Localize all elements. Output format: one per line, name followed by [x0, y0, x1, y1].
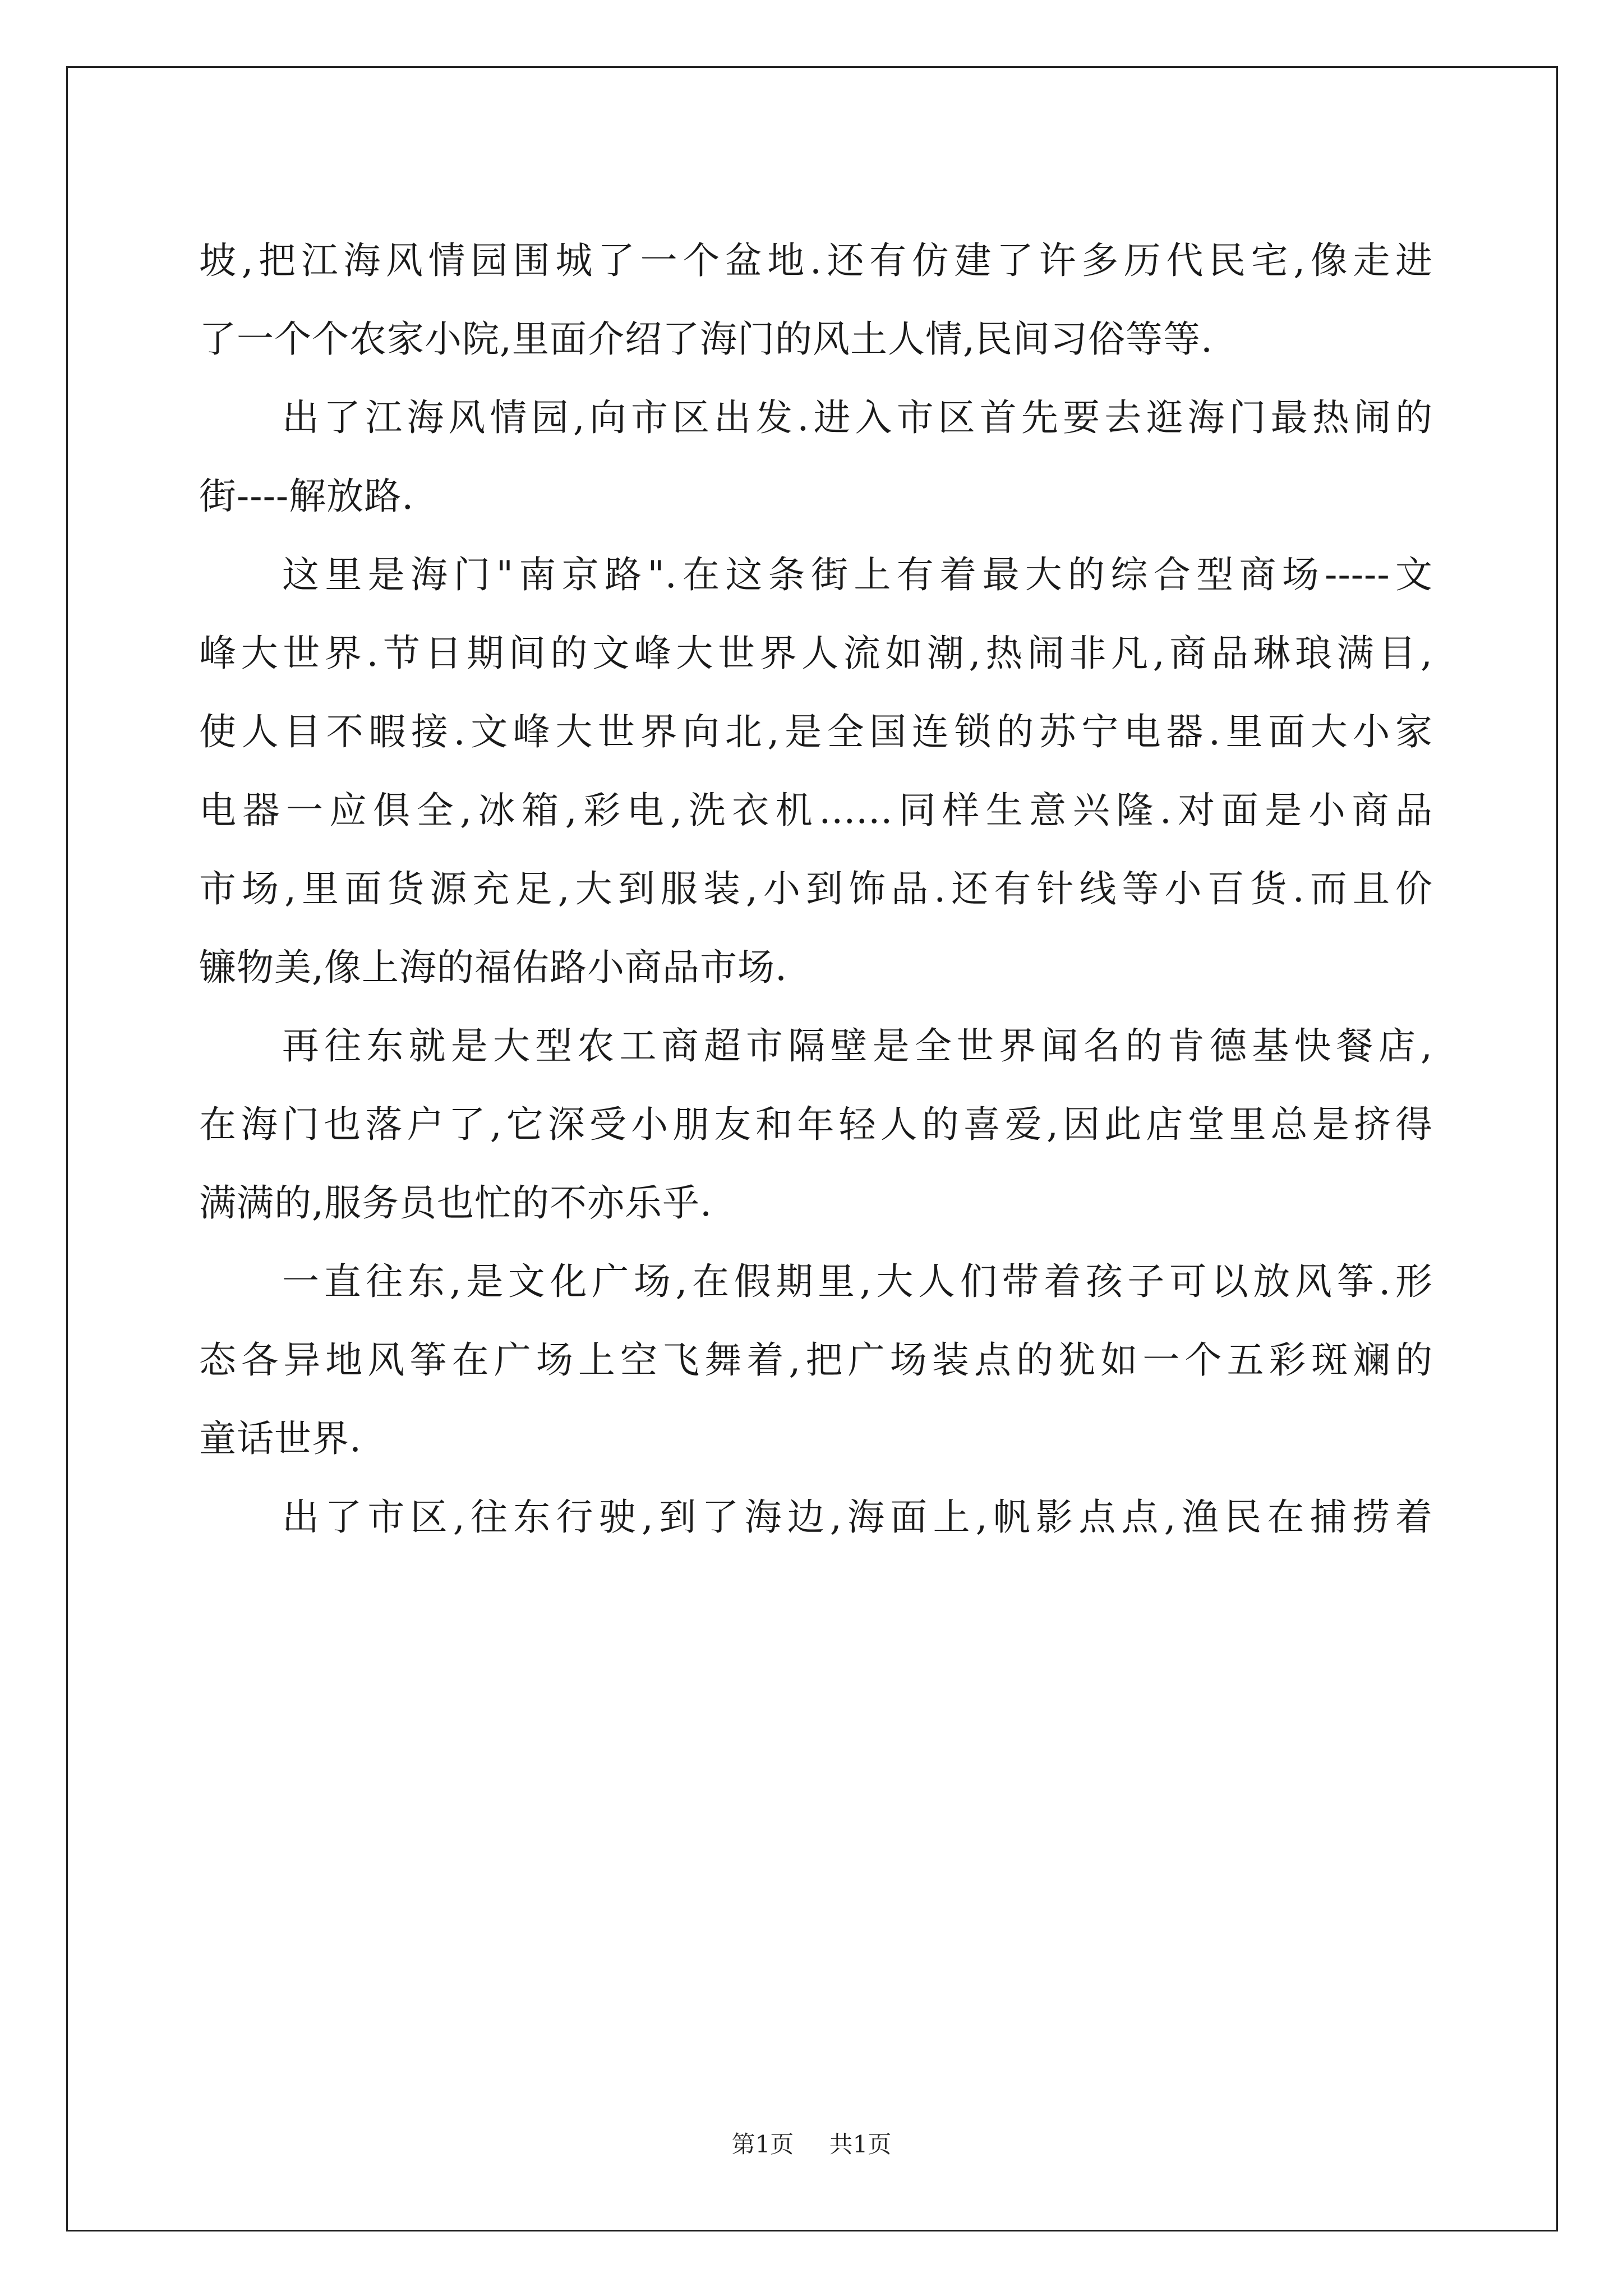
text-line: 了一个个农家小院,里面介绍了海门的风土人情,民间习俗等等. — [199, 318, 1213, 361]
paragraph — [199, 222, 1433, 379]
page-footer — [0, 2126, 1623, 2160]
page-total: 共1页 — [829, 2131, 892, 2158]
text-line: 峰大世界.节日期间的文峰大世界人流如潮,热闹非凡,商品琳琅满目, — [199, 632, 1433, 675]
paragraph — [199, 536, 1433, 1007]
paragraph — [199, 1243, 1433, 1478]
paragraph — [199, 1007, 1433, 1243]
text-line: 出了江海风情园,向市区出发.进入市区首先要去逛海门最热闹的 — [282, 396, 1433, 439]
text-line: 再往东就是大型农工商超市隔壁是全世界闻名的肯德基快餐店, — [282, 1024, 1433, 1068]
paragraph — [199, 379, 1433, 536]
text-line: 童话世界. — [199, 1417, 362, 1460]
paragraph — [199, 1478, 1433, 1557]
text-line: 在海门也落户了,它深受小朋友和年轻人的喜爱,因此店堂里总是挤得 — [199, 1103, 1433, 1146]
text-line: 出了市区,往东行驶,到了海边,海面上,帆影点点,渔民在捕捞着 — [282, 1496, 1433, 1539]
text-line: 电器一应俱全,冰箱,彩电,洗衣机......同样生意兴隆.对面是小商品 — [199, 789, 1433, 832]
text-line: 满满的,服务员也忙的不亦乐乎. — [199, 1181, 712, 1225]
text-line: 一直往东,是文化广场,在假期里,大人们带着孩子可以放风筝.形 — [282, 1260, 1433, 1303]
text-line: 镰物美,像上海的福佑路小商品市场. — [199, 946, 787, 989]
text-line: 街----解放路. — [199, 475, 414, 518]
text-line: 市场,里面货源充足,大到服装,小到饰品.还有针线等小百货.而且价 — [199, 867, 1433, 910]
document-body — [199, 222, 1433, 1557]
text-line: 坡,把江海风情园围城了一个盆地.还有仿建了许多历代民宅,像走进 — [199, 239, 1433, 282]
text-line: 使人目不暇接.文峰大世界向北,是全国连锁的苏宁电器.里面大小家 — [199, 710, 1433, 753]
text-line: 这里是海门"南京路".在这条街上有着最大的综合型商场-----文 — [282, 553, 1433, 596]
text-line: 态各异地风筝在广场上空飞舞着,把广场装点的犹如一个五彩斑斓的 — [199, 1338, 1433, 1382]
page-number: 第1页 — [731, 2131, 794, 2158]
